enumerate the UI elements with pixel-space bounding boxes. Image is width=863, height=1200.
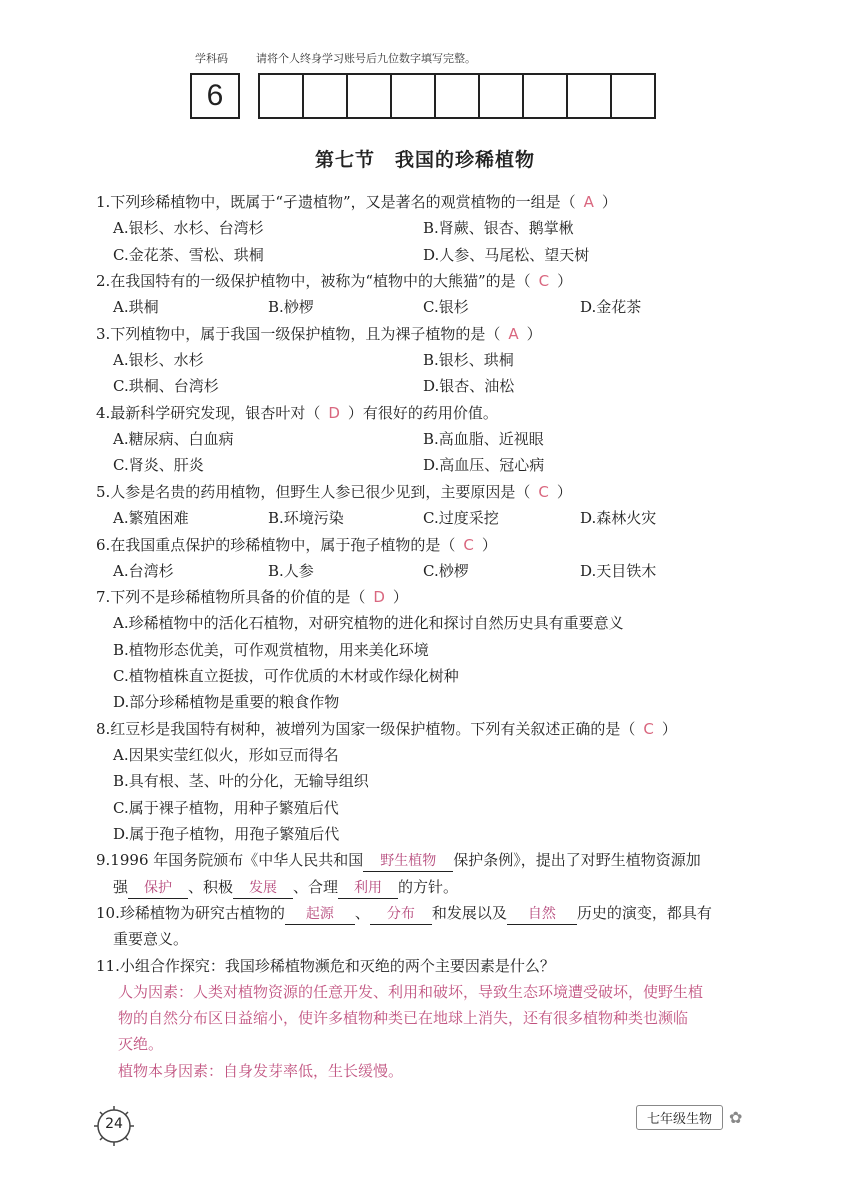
q5-option-d: D.森林火灾 [580, 509, 657, 527]
q3-option-b: B.银杉、珙桐 [423, 351, 514, 369]
footer-subject-label: 七年级生物 [636, 1105, 723, 1130]
q7-option-d: D.部分珍稀植物是重要的粮食作物 [113, 693, 340, 711]
q7-option-b: B.植物形态优美，可作观赏植物，用来美化环境 [113, 641, 429, 659]
question-10-line-1: 10.珍稀植物为研究古植物的 起源 、 分布 和发展以及 自然 历史的演变，都具有 [96, 903, 712, 925]
question-1: 1.下列珍稀植物中，既属于“孑遗植物”，又是著名的观赏植物的一组是（ A ） [96, 193, 617, 211]
digit-cell[interactable] [612, 75, 656, 117]
question-2: 2.在我国特有的一级保护植物中，被称为“植物中的大熊猫”的是（ C ） [96, 272, 573, 290]
answer-1: A [583, 193, 594, 211]
digit-cell[interactable] [348, 75, 392, 117]
blank-6[interactable]: 分布 [370, 904, 432, 925]
q2-option-a: A.珙桐 [113, 298, 159, 316]
answer-11-line-3: 灭绝。 [118, 1035, 164, 1053]
flower-icon: ✿ [729, 1108, 743, 1127]
q8-option-c: C.属于裸子植物，用种子繁殖后代 [113, 799, 339, 817]
blank-3[interactable]: 发展 [233, 878, 293, 899]
q5-option-a: A.繁殖困难 [113, 509, 189, 527]
question-9-line-1: 9.1996 年国务院颁布《中华人民共和国 野生植物 保护条例》，提出了对野生植物资源加 [96, 850, 701, 872]
q6-option-b: B.人参 [268, 562, 314, 580]
instruction-text: 请将个人终身学习账号后九位数字填写完整。 [256, 52, 476, 65]
question-4: 4.最新科学研究发现，银杏叶对（ D ）有很好的药用价值。 [96, 404, 498, 422]
blank-2[interactable]: 保护 [128, 878, 188, 899]
answer-8: C [643, 720, 654, 738]
q1-option-d: D.人参、马尾松、望天树 [423, 246, 590, 264]
answer-11-line-2: 物的自然分布区日益缩小，使许多植物种类已在地球上消失，还有很多植物种类也濒临 [118, 1009, 689, 1027]
q4-option-c: C.肾炎、肝炎 [113, 456, 204, 474]
q1-option-b: B.肾蕨、银杏、鹅掌楸 [423, 219, 574, 237]
q6-option-a: A.台湾杉 [113, 562, 174, 580]
q4-option-d: D.高血压、冠心病 [423, 456, 545, 474]
question-11: 11.小组合作探究：我国珍稀植物濒危和灭绝的两个主要因素是什么？ [96, 957, 555, 975]
blank-4[interactable]: 利用 [338, 878, 398, 899]
question-9-line-2: 强 保护 、积极 发展 、合理 利用 的方针。 [113, 877, 458, 899]
page-number-badge [92, 1104, 136, 1148]
digit-cell[interactable] [260, 75, 304, 117]
page-title: 第七节 我国的珍稀植物 [315, 149, 536, 171]
q8-option-b: B.具有根、茎、叶的分化，无输导组织 [113, 772, 369, 790]
page-number: 24 [105, 1116, 123, 1132]
q4-option-b: B.高血脂、近视眼 [423, 430, 544, 448]
q8-option-a: A.因果实莹红似火，形如豆而得名 [113, 746, 339, 764]
q7-option-c: C.植物植株直立挺拔，可作优质的木材或作绿化树种 [113, 667, 459, 685]
q7-option-a: A.珍稀植物中的活化石植物，对研究植物的进化和探讨自然历史具有重要意义 [113, 614, 624, 632]
answer-7: D [373, 588, 385, 606]
answer-6: C [463, 536, 474, 554]
subject-code-label: 学科码 [195, 52, 228, 65]
q5-option-c: C.过度采挖 [423, 509, 499, 527]
question-6: 6.在我国重点保护的珍稀植物中，属于孢子植物的是（ C ） [96, 536, 497, 554]
account-number-cells[interactable] [258, 73, 656, 119]
footer-label-group [636, 1105, 742, 1130]
q2-option-b: B.桫椤 [268, 298, 314, 316]
q2-option-d: D.金花茶 [580, 298, 642, 316]
blank-5[interactable]: 起源 [285, 904, 355, 925]
digit-cell[interactable] [568, 75, 612, 117]
answer-11-line-4: 植物本身因素：自身发芽率低，生长缓慢。 [118, 1062, 404, 1080]
q3-option-a: A.银杉、水杉 [113, 351, 204, 369]
q5-option-b: B.环境污染 [268, 509, 344, 527]
answer-3: A [508, 325, 519, 343]
answer-11-line-1: 人为因素：人类对植物资源的任意开发、利用和破坏，导致生态环境遭受破坏，使野生植 [118, 983, 704, 1001]
answer-2: C [538, 272, 550, 290]
digit-cell[interactable] [524, 75, 568, 117]
q3-option-d: D.银杏、油松 [423, 377, 515, 395]
q4-option-a: A.糖尿病、白血病 [113, 430, 234, 448]
question-7: 7.下列不是珍稀植物所具备的价值的是（ D ） [96, 588, 408, 606]
digit-cell[interactable] [480, 75, 524, 117]
q6-option-d: D.天目铁木 [580, 562, 657, 580]
question-10-line-2: 重要意义。 [113, 930, 189, 948]
q2-option-c: C.银杉 [423, 298, 469, 316]
digit-cell[interactable] [392, 75, 436, 117]
digit-cell[interactable] [436, 75, 480, 117]
subject-code-box: 6 [190, 73, 240, 119]
q6-option-c: C.桫椤 [423, 562, 469, 580]
q8-option-d: D.属于孢子植物，用孢子繁殖后代 [113, 825, 340, 843]
blank-1[interactable]: 野生植物 [363, 851, 453, 872]
question-8: 8.红豆杉是我国特有树种，被增列为国家一级保护植物。下列有关叙述正确的是（ C ） [96, 720, 677, 738]
q1-option-c: C.金花茶、雪松、珙桐 [113, 246, 264, 264]
q1-option-a: A.银杉、水杉、台湾杉 [113, 219, 264, 237]
digit-cell[interactable] [304, 75, 348, 117]
blank-7[interactable]: 自然 [507, 904, 577, 925]
question-3: 3.下列植物中，属于我国一级保护植物，且为裸子植物的是（ A ） [96, 325, 542, 343]
question-5: 5.人参是名贵的药用植物，但野生人参已很少见到，主要原因是（ C ） [96, 483, 572, 501]
answer-5: C [538, 483, 549, 501]
q3-option-c: C.珙桐、台湾杉 [113, 377, 219, 395]
answer-4: D [328, 404, 340, 422]
